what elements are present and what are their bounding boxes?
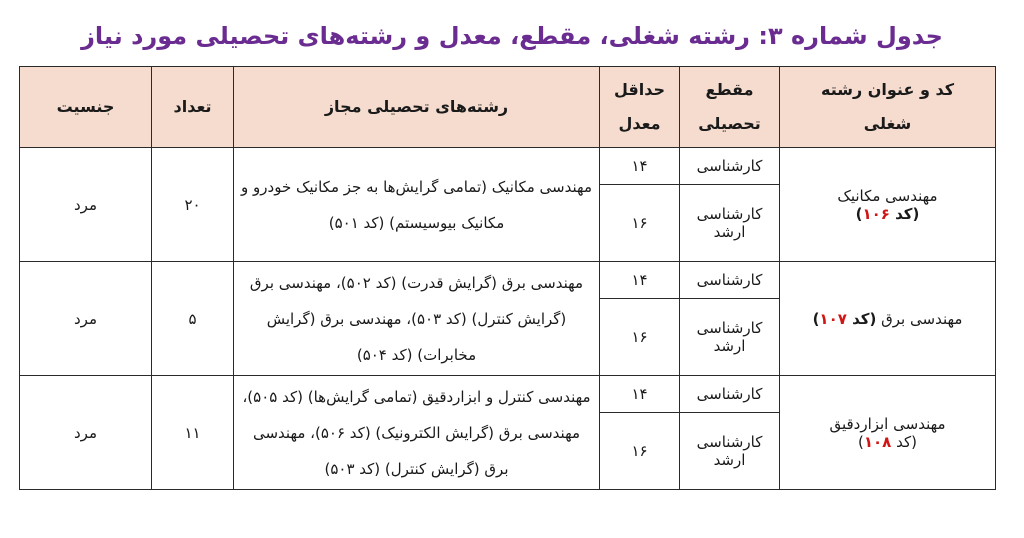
gpa-cell: ۱۶ bbox=[600, 185, 680, 262]
job-title: مهندسی ابزاردقیق bbox=[829, 414, 946, 433]
header-min-gpa-line2: معدل bbox=[618, 114, 661, 133]
header-job-code bbox=[780, 67, 996, 148]
degree-line2: ارشد bbox=[713, 223, 746, 241]
count-cell: ۲۰ bbox=[152, 148, 234, 262]
degree-line1: کارشناسی bbox=[696, 433, 763, 451]
job-code bbox=[786, 205, 989, 223]
header-job-code-line2: شغلی bbox=[863, 114, 912, 133]
header-gender: جنسیت bbox=[20, 67, 152, 148]
table-row bbox=[20, 262, 996, 299]
degree-cell: کارشناسی bbox=[680, 376, 780, 413]
gender-cell: مرد bbox=[20, 262, 152, 376]
gpa-cell: ۱۶ bbox=[600, 299, 680, 376]
job-code-suffix: ) bbox=[858, 432, 864, 451]
gender-cell: مرد bbox=[20, 376, 152, 490]
table-row bbox=[20, 376, 996, 413]
majors-cell: مهندسی مکانیک (تمامی گرایش‌ها به جز مکانیک خودرو و مکانیک بیوسیستم) (کد ۵۰۱) bbox=[234, 148, 600, 262]
degree-line2: ارشد bbox=[713, 337, 746, 355]
header-row bbox=[20, 67, 996, 148]
job-title: مهندسی مکانیک bbox=[837, 186, 938, 205]
gpa-cell: ۱۶ bbox=[600, 413, 680, 490]
header-min-gpa bbox=[600, 67, 680, 148]
degree-line1: کارشناسی bbox=[696, 319, 763, 337]
header-degree bbox=[680, 67, 780, 148]
degree-cell: کارشناسی bbox=[680, 262, 780, 299]
job-code-number: ۱۰۶ bbox=[862, 204, 890, 223]
job-code-prefix: (کد bbox=[889, 204, 920, 223]
header-job-code-line1: کد و عنوان رشته bbox=[820, 80, 954, 99]
job-code-number: ۱۰۸ bbox=[863, 432, 892, 451]
header-min-gpa-line1: حداقل bbox=[613, 80, 665, 99]
degree-line1: کارشناسی bbox=[696, 205, 763, 223]
degree-cell bbox=[680, 185, 780, 262]
job-code-suffix: ) bbox=[855, 204, 863, 223]
gpa-cell: ۱۴ bbox=[600, 262, 680, 299]
job-code-cell bbox=[780, 376, 996, 490]
table-title: جدول شماره ۳: رشته شغلی، مقطع، معدل و رشته‌های تحصیلی مورد نیاز bbox=[81, 22, 943, 50]
job-code bbox=[786, 433, 989, 451]
majors-cell: مهندسی کنترل و ابزاردقیق (تمامی گرایش‌ها) (کد ۵۰۵)، مهندسی برق (گرایش الکترونیک) (کد ۵۰۶)، مهندسی برق (گرایش کنترل) (کد ۵۰۳) bbox=[234, 376, 600, 490]
header-majors: رشته‌های تحصیلی مجاز bbox=[234, 67, 600, 148]
table-row bbox=[20, 148, 996, 185]
header-degree-line1: مقطع bbox=[705, 80, 754, 99]
count-cell: ۵ bbox=[152, 262, 234, 376]
count-cell: ۱۱ bbox=[152, 376, 234, 490]
degree-cell bbox=[680, 413, 780, 490]
degree-cell bbox=[680, 299, 780, 376]
job-code-cell bbox=[780, 262, 996, 376]
degree-cell: کارشناسی bbox=[680, 148, 780, 185]
job-title: مهندسی برق bbox=[881, 309, 963, 328]
job-code-cell bbox=[780, 148, 996, 262]
job-code-prefix: (کد bbox=[891, 432, 917, 451]
majors-cell: مهندسی برق (گرایش قدرت) (کد ۵۰۲)، مهندسی برق (گرایش کنترل) (کد ۵۰۳)، مهندسی برق (گرایش مخابرات) (کد ۵۰۴) bbox=[234, 262, 600, 376]
job-code-suffix: ) bbox=[812, 309, 820, 328]
gpa-cell: ۱۴ bbox=[600, 148, 680, 185]
job-code-number: ۱۰۷ bbox=[819, 309, 847, 328]
header-count: تعداد bbox=[152, 67, 234, 148]
gender-cell: مرد bbox=[20, 148, 152, 262]
gpa-cell: ۱۴ bbox=[600, 376, 680, 413]
degree-line2: ارشد bbox=[713, 451, 746, 469]
header-degree-line2: تحصیلی bbox=[698, 114, 761, 133]
job-code-prefix: (کد bbox=[846, 309, 877, 328]
requirements-table bbox=[19, 66, 996, 490]
